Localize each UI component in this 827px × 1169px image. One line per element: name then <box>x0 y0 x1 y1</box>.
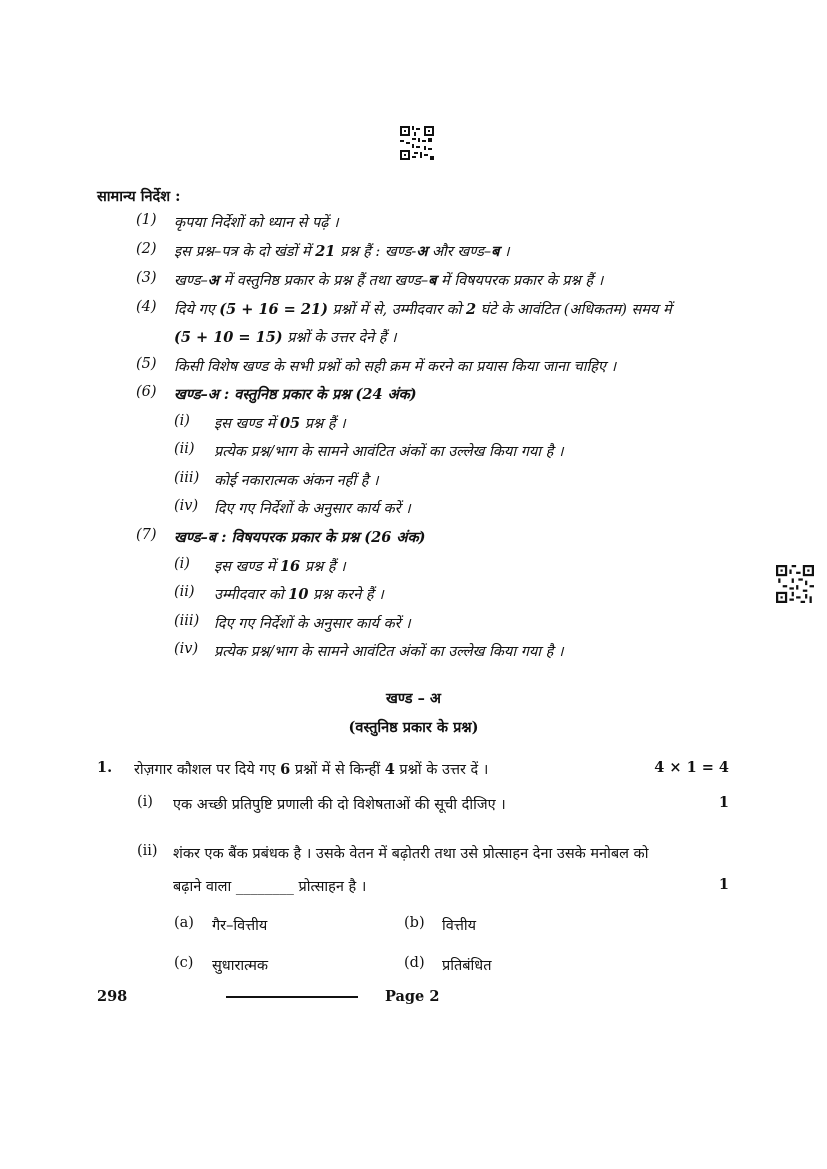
sub-instruction-text: कोई नकारात्मक अंकन नहीं है । <box>214 473 379 489</box>
sub-instruction-number: (i) <box>174 413 190 429</box>
option-text: वित्तीय <box>442 918 477 934</box>
instruction-number: (6) <box>136 384 157 400</box>
instruction-text: खण्ड–अ में वस्तुनिष्ठ प्रकार के प्रश्न हैं तथा खण्ड–ब में विषयपरक प्रकार के प्रश्न हैं । <box>174 272 604 289</box>
instruction-number: (7) <box>136 527 157 543</box>
instruction-text: दिये गए (5 + 16 = 21) प्रश्नों में से, उम्मीदवार को 2 घंटे के आवंटित (अधिकतम) समय में <box>174 301 672 318</box>
part-text: एक अच्छी प्रतिपुष्टि प्रणाली की दो विशेषताओं की सूची दीजिए । <box>173 797 506 813</box>
option-label: (d) <box>404 955 425 971</box>
instruction-number: (1) <box>136 212 157 228</box>
part-number: (ii) <box>137 843 158 859</box>
sub-instruction-number: (iv) <box>174 498 199 514</box>
sub-instruction-text: इस खण्ड में 16 प्रश्न हैं । <box>214 558 346 575</box>
sub-instruction-number: (ii) <box>174 441 195 457</box>
instruction-subheading: खण्ड–ब : विषयपरक प्रकार के प्रश्न (26 अंक) <box>174 529 426 546</box>
question-text: रोज़गार कौशल पर दिये गए 6 प्रश्नों में से किन्हीं 4 प्रश्नों के उत्तर दें । <box>134 761 489 778</box>
paper-code: 298 <box>97 988 128 1005</box>
part-text: शंकर एक बैंक प्रबंधक है । उसके वेतन में बढ़ोतरी तथा उसे प्रोत्साहन देना उसके मनोबल को <box>173 846 649 862</box>
instruction-text: किसी विशेष खण्ड के सभी प्रश्नों को सही क्रम में करने का प्रयास किया जाना चाहिए । <box>174 359 617 375</box>
instruction-subheading: खण्ड–अ : वस्तुनिष्ठ प्रकार के प्रश्न (24 अंक) <box>174 386 417 403</box>
sub-instruction-text: इस खण्ड में 05 प्रश्न हैं । <box>214 415 346 432</box>
page-number: Page 2 <box>385 988 440 1005</box>
part-marks: 1 <box>718 794 729 811</box>
instruction-number: (2) <box>136 241 157 257</box>
option-label: (a) <box>174 915 194 931</box>
sub-instruction-text: प्रत्येक प्रश्न/भाग के सामने आवंटित अंकों का उल्लेख किया गया है । <box>214 644 564 660</box>
sub-instruction-text: दिए गए निर्देशों के अनुसार कार्य करें । <box>214 616 411 632</box>
instruction-text: इस प्रश्न–पत्र के दो खंडों में 21 प्रश्न हैं : खण्ड-अ और खण्ड–ब । <box>174 243 510 260</box>
instruction-number: (5) <box>136 356 157 372</box>
option-text: प्रतिबंधित <box>442 958 492 974</box>
sub-instruction-number: (i) <box>174 556 190 572</box>
option-label: (c) <box>174 955 194 971</box>
section-title: खण्ड – अ <box>386 690 441 707</box>
option-label: (b) <box>404 915 425 931</box>
section-subtitle: (वस्तुनिष्ठ प्रकार के प्रश्न) <box>348 719 479 736</box>
part-number: (i) <box>137 794 153 810</box>
qr-code-side <box>776 565 814 603</box>
instruction-number: (4) <box>136 299 157 315</box>
part-text-continued: बढ़ाने वाला ________ प्रोत्साहन है । <box>173 879 367 895</box>
option-text: गैर–वित्तीय <box>212 918 268 934</box>
sub-instruction-number: (ii) <box>174 584 195 600</box>
instruction-text-continued: (5 + 10 = 15) प्रश्नों के उत्तर देने हैं । <box>174 329 397 346</box>
sub-instruction-number: (iii) <box>174 613 200 629</box>
sub-instruction-text: उम्मीदवार को 10 प्रश्न करने हैं । <box>214 586 384 603</box>
qr-code-top <box>400 126 434 160</box>
sub-instruction-text: प्रत्येक प्रश्न/भाग के सामने आवंटित अंकों का उल्लेख किया गया है । <box>214 444 564 460</box>
sub-instruction-number: (iv) <box>174 641 199 657</box>
option-text: सुधारात्मक <box>212 958 269 974</box>
footer-rule <box>226 996 358 998</box>
question-marks: 4 × 1 = 4 <box>654 759 729 776</box>
sub-instruction-text: दिए गए निर्देशों के अनुसार कार्य करें । <box>214 501 411 517</box>
part-marks: 1 <box>718 876 729 893</box>
instructions-heading: सामान्य निर्देश : <box>97 188 181 205</box>
question-number: 1. <box>97 759 113 776</box>
instruction-text: कृपया निर्देशों को ध्यान से पढ़ें । <box>174 215 339 231</box>
sub-instruction-number: (iii) <box>174 470 200 486</box>
instruction-number: (3) <box>136 270 157 286</box>
